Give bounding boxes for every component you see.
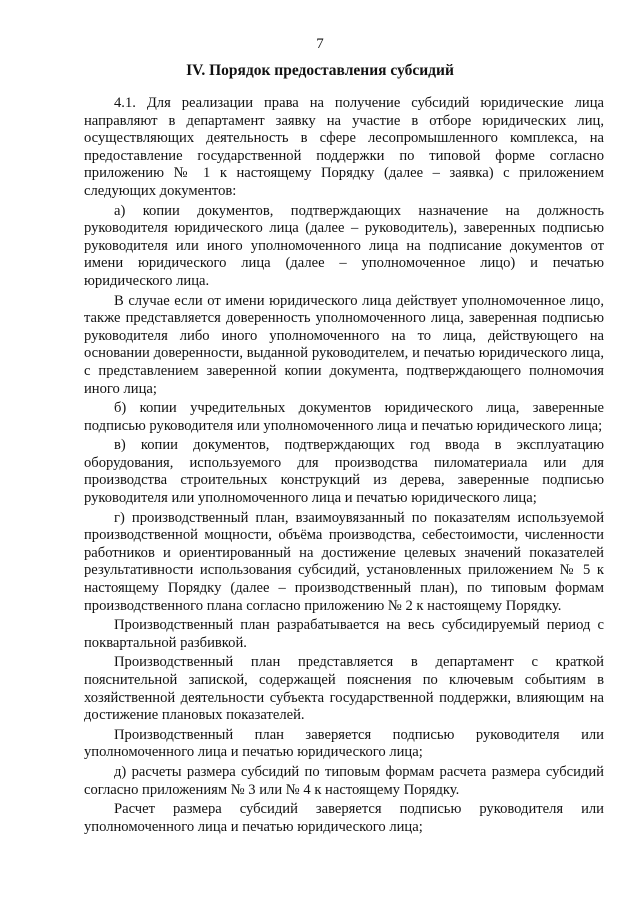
paragraph-calc-signature: Расчет размера субсидий заверяется подписью руководителя или уполномоченного лица и печатью юридического лица; [84,801,604,835]
paragraph-authorized-person: В случае если от имени юридического лица действует уполномоченное лицо, также представляется доверенность уполномоченного лица, заверенная подписью руководителя либо иного уполномоченного на то лица, действующего на основании доверенности, выданной руководителем, и печатью юридического лица, с представлением заверенной копии документа, подтверждающего полномочия иного лица; [84,292,604,397]
paragraph-plan-signature: Производственный план заверяется подписью руководителя или уполномоченного лица и печатью юридического лица; [84,726,604,761]
paragraph-plan-note: Производственный план представляется в департамент с краткой пояснительной запиской, содержащей пояснения по ключевым событиям в хозяйственной деятельности субъекта государственной поддержки, влияющим на достижение плановых показателей. [84,654,604,724]
paragraph-item-v: в) копии документов, подтверждающих год ввода в эксплуатацию оборудования, используемого для производства пиломатериала или для производства строительных конструкций из дерева, заверенные подписью руководителя или уполномоченного лица и печатью юридического лица; [84,437,604,507]
paragraph-plan-period: Производственный план разрабатывается на весь субсидируемый период с поквартальной разбивкой. [84,617,604,651]
paragraph-item-g: г) производственный план, взаимоувязанный по показателям используемой производственной мощности, объёма производства, себестоимости, численности работников и ориентированный на достижение целевых значений показателей результативности использования субсидий, установленных приложением № 5 к настоящему Порядку (далее – производственный план), по типовым формам производственного плана согласно приложению № 2 к настоящему Порядку. [84,509,604,614]
paragraph-item-b: б) копии учредительных документов юридического лица, заверенные подписью руководителя или уполномоченного лица и печатью юридического лица; [84,400,604,434]
paragraph-item-d: д) расчеты размера субсидий по типовым формам расчета размера субсидий согласно приложениям № 3 или № 4 к настоящему Порядку. [84,763,604,798]
paragraph-4-1: 4.1. Для реализации права на получение субсидий юридические лица направляют в департамент заявку на участие в отборе юридических лиц, осуществляющих деятельность в сфере лесопромышленного комплекса, на предоставление государственной поддержки по типовой форме согласно приложению № 1 к настоящему Порядку (далее – заявка) с приложением следующих документов: [84,95,604,199]
page-number: 7 [316,36,324,52]
paragraph-item-a: а) копии документов, подтверждающих назначение на должность руководителя юридического лица (далее – руководитель), заверенных подписью руководителя или иного уполномоченного лица на подписание документов от имени юридического лица (далее – уполномоченное лицо) и печатью юридического лица. [84,202,604,289]
document-body [84,95,604,838]
section-heading: IV. Порядок предоставления субсидий [186,62,454,79]
